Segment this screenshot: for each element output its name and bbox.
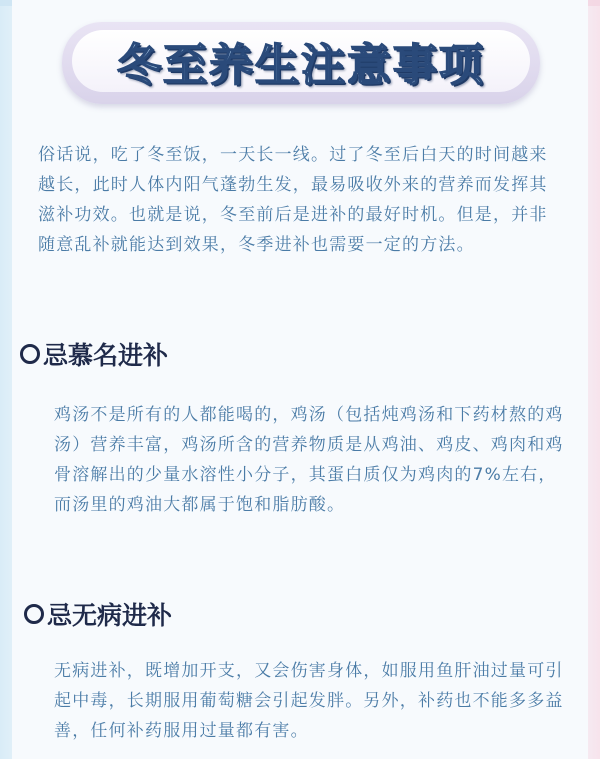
title-banner: [62, 22, 540, 104]
page-title: 冬至养生注意事项: [117, 40, 485, 91]
section-heading-2-label: 忌无病进补: [47, 601, 173, 630]
circle-icon: [24, 604, 44, 624]
section-2-paragraph: 无病进补，既增加开支，又会伤害身体，如服用鱼肝油过量可引起中毒，长期服用葡萄糖会引起发胖。另外，补药也不能多多益善，任何补药服用过量都有害。: [54, 661, 564, 741]
intro-paragraph: 俗话说，吃了冬至饭，一天长一线。过了冬至后白天的时间越来越长，此时人体内阳气蓬勃生发，最易吸收外来的营养而发挥其滋补功效。也就是说，冬至前后是进补的最好时机。但是，并非随意乱补就能达到效果，冬季进补也需要一定的方法。: [38, 145, 548, 255]
title-banner-inner: [72, 30, 530, 92]
section-heading-1: [20, 336, 168, 372]
circle-icon: [20, 344, 40, 364]
section-1-paragraph: 鸡汤不是所有的人都能喝的，鸡汤（包括炖鸡汤和下药材熬的鸡汤）营养丰富，鸡汤所含的营养物质是从鸡油、鸡皮、鸡肉和鸡骨溶解出的少量水溶性小分子，其蛋白质仅为鸡肉的7%左右，而汤里的鸡油大都属于饱和脂肪酸。: [54, 405, 564, 515]
article-page: [12, 0, 588, 759]
section-heading-2: [24, 596, 172, 632]
section-heading-1-label: 忌慕名进补: [43, 341, 169, 370]
